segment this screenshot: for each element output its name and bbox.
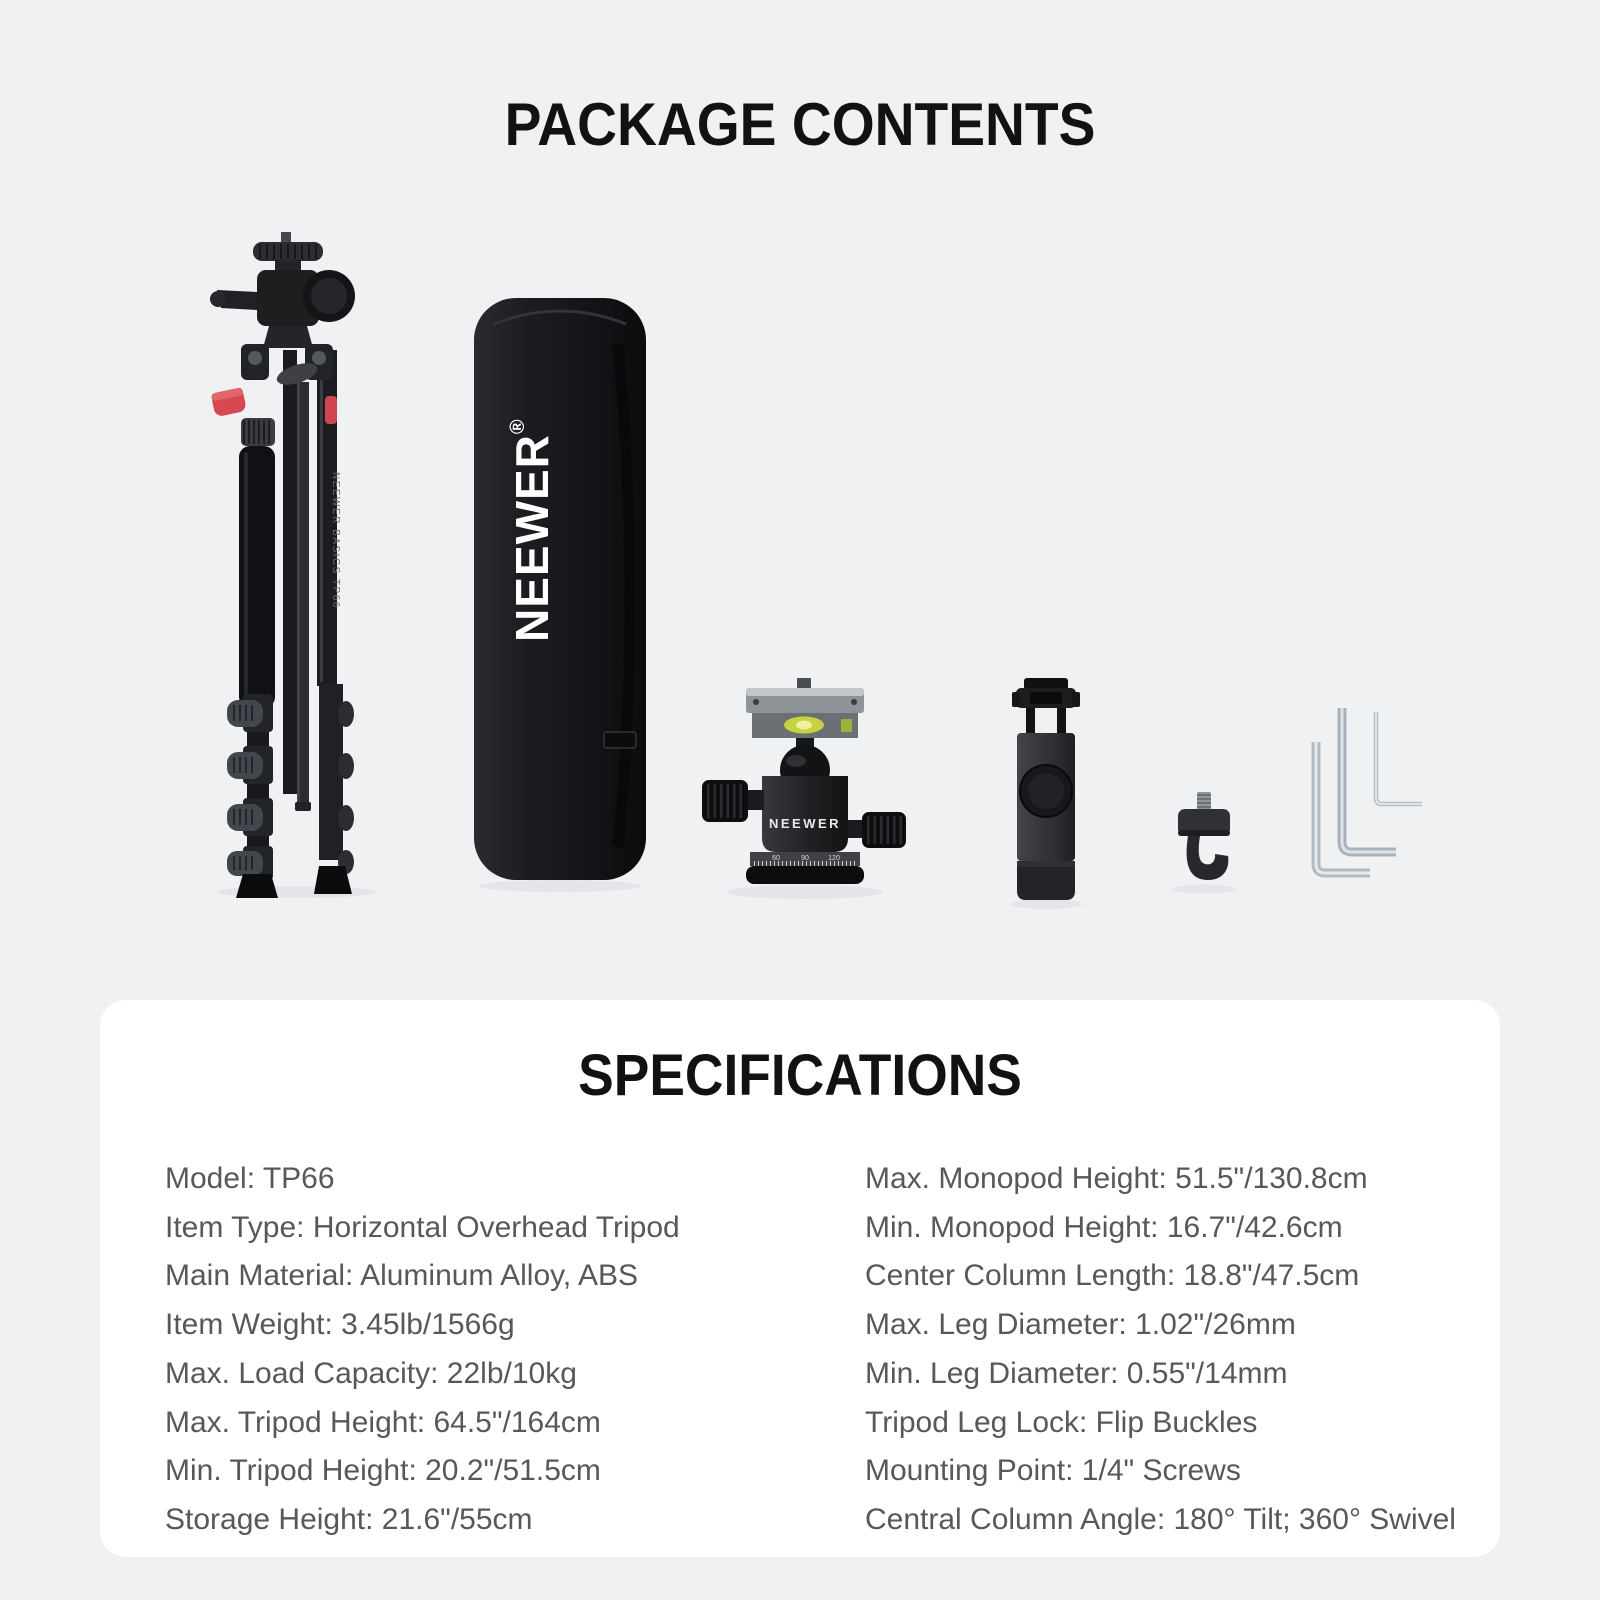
spec-item: Mounting Point: 1/4" Screws [865,1454,1241,1488]
spec-item: Central Column Angle: 180° Tilt; 360° Swivel [865,1502,1456,1536]
spec-item: Item Type: Horizontal Overhead Tripod [165,1210,680,1244]
tripod-red-lever-left [211,387,247,417]
hex-wrench-large [1342,708,1396,852]
product-hex-wrenches [1300,702,1430,892]
spec-item: Storage Height: 21.6"/55cm [165,1502,533,1536]
spec-column-left [165,1155,865,1545]
spec-list-right [865,1155,1456,1545]
spec-item: Min. Leg Diameter: 0.55"/14mm [865,1356,1288,1390]
ballhead-brand-text: NEEWER [768,816,842,831]
phone-holder-top-jaw [1012,678,1080,735]
spec-item: Max. Leg Diameter: 1.02"/26mm [865,1308,1296,1342]
scale-label-120: 120 [828,855,840,862]
hex-wrench-small [1376,712,1422,804]
specifications-card [100,1000,1500,1557]
hook-body [1187,836,1229,880]
spec-item: Min. Monopod Height: 16.7"/42.6cm [865,1210,1343,1244]
bag-strap-buckle [604,732,636,748]
spec-columns [100,1155,1500,1545]
scale-label-60: 60 [772,855,780,862]
spec-item: Max. Monopod Height: 51.5"/130.8cm [865,1162,1368,1195]
spec-item: Max. Load Capacity: 22lb/10kg [165,1356,577,1390]
ballhead-left-knob [702,780,764,822]
tripod-left-foot [236,874,278,898]
ballhead-body [762,776,848,852]
spec-column-right [865,1155,1456,1545]
ballhead-base [746,866,864,884]
spec-list-left [165,1155,865,1545]
ballhead-shadow [727,885,883,899]
spec-item: Item Weight: 3.45lb/1566g [165,1308,515,1342]
scale-label-90: 90 [801,855,809,862]
specifications-title: SPECIFICATIONS [578,1043,1022,1108]
product-tripod [205,232,390,900]
hook-screw-stud [1197,792,1211,811]
bag-registered-mark: ® [507,418,529,435]
ballhead-pan-scale [750,852,860,866]
spec-item: Center Column Length: 18.8"/47.5cm [865,1259,1360,1293]
spec-item: Tripod Leg Lock: Flip Buckles [865,1405,1258,1439]
spec-item: Model: TP66 [165,1162,335,1195]
spec-item: Main Material: Aluminum Alloy, ABS [165,1259,638,1293]
product-carry-bag [468,290,653,894]
ballhead-qr-plate [746,678,864,738]
bag-brand-text: NEEWER® [506,418,558,642]
tripod-leg-label: NEEWER BASICS TP66 [330,472,341,609]
ballhead-right-knob [848,812,906,848]
spec-item: Max. Tripod Height: 64.5"/164cm [165,1405,601,1439]
hook-shadow [1172,885,1236,894]
page-title: PACKAGE CONTENTS [504,91,1096,158]
tripod-right-leg [314,350,354,894]
bag-shadow [478,880,642,892]
phone-holder-shadow [1010,899,1082,909]
product-counterweight-hook [1168,792,1240,894]
tripod-red-lever-right [325,396,337,424]
tripod-center-column [283,350,297,794]
product-ball-head [702,676,908,906]
spec-item: Min. Tripod Height: 20.2"/51.5cm [165,1454,601,1488]
product-phone-holder [1008,678,1084,910]
